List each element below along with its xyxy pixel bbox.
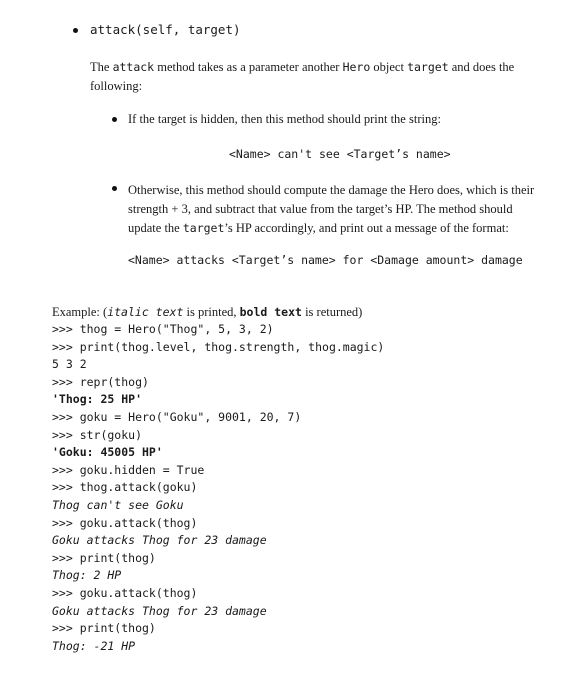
example-input-line: >>> goku = Hero("Goku", 9001, 20, 7) — [52, 409, 302, 424]
attack-case-text — [128, 181, 548, 238]
example-input-line: >>> print(thog.level, thog.strength, thog.magic) — [52, 339, 385, 354]
hidden-message-format: <Name> can't see <Target’s name> — [229, 147, 451, 161]
hero-code: Hero — [342, 60, 371, 74]
example-transcript — [52, 321, 384, 655]
example-output-line: 'Thog: 25 HP' — [52, 392, 143, 407]
example-input-line: >>> print(thog) — [52, 621, 156, 636]
example-output-line: Goku attacks Thog for 23 damage — [52, 533, 267, 548]
example-label: Example: ( — [52, 305, 108, 319]
bullet-icon — [112, 117, 117, 122]
example-output-line: Thog can't see Goku — [52, 497, 184, 512]
attack-case-text-part: ’s HP accordingly, and print out a message of the format: — [224, 221, 509, 235]
example-input-line: >>> str(goku) — [52, 427, 143, 442]
attack-message-format: <Name> attacks <Target’s name> for <Damage amount> damage — [128, 253, 523, 267]
attack-case-text-part: Otherwise, this method should compute the damage the Hero does, which is their strength + 3, and subtract that value from the target’s HP. The method should update the — [128, 183, 535, 235]
bold-sample: bold text — [239, 305, 302, 319]
bullet-icon — [73, 28, 78, 33]
description-text: and does the following: — [90, 60, 515, 93]
description-text: object — [370, 60, 408, 74]
example-legend-text: is printed, — [183, 305, 240, 319]
italic-sample: italic text — [107, 305, 184, 319]
example-input-line: >>> print(thog) — [52, 550, 156, 565]
example-input-line: >>> goku.attack(thog) — [52, 585, 198, 600]
method-signature: attack(self, target) — [90, 22, 241, 37]
bullet-icon — [112, 186, 117, 191]
example-legend-text: is returned) — [301, 305, 363, 319]
example-output-line: Goku attacks Thog for 23 damage — [52, 603, 267, 618]
example-input-line: >>> goku.hidden = True — [52, 462, 205, 477]
example-output-line: 5 3 2 — [52, 357, 87, 372]
target-code: target — [407, 60, 449, 74]
example-input-line: >>> goku.attack(thog) — [52, 515, 198, 530]
example-input-line: >>> thog = Hero("Thog", 5, 3, 2) — [52, 322, 274, 336]
example-legend — [52, 305, 362, 320]
description-text: method takes as a parameter another — [154, 60, 343, 74]
example-input-line: >>> repr(thog) — [52, 374, 149, 389]
example-output-line: Thog: -21 HP — [52, 638, 136, 653]
method-description — [90, 58, 530, 96]
hidden-case-text: If the target is hidden, then this method should print the string: — [128, 112, 441, 126]
example-output-line: 'Goku: 45005 HP' — [52, 445, 163, 460]
attack-code: attack — [112, 60, 155, 74]
description-text: The — [90, 60, 113, 74]
example-input-line: >>> thog.attack(goku) — [52, 480, 198, 495]
example-output-line: Thog: 2 HP — [52, 568, 122, 583]
target-code: target — [182, 221, 225, 235]
